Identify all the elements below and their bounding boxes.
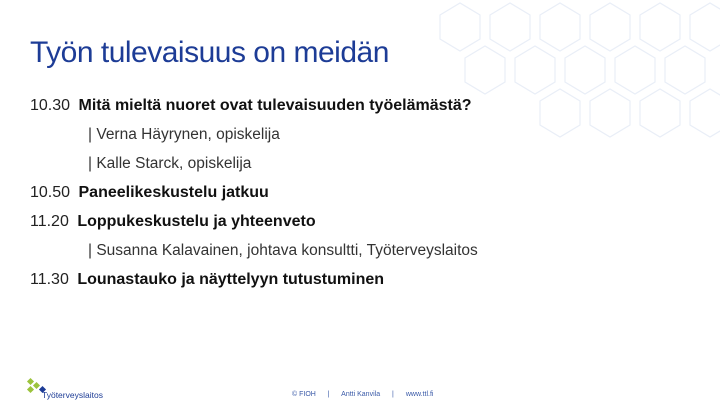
footer-copyright: © FIOH	[292, 391, 316, 398]
agenda-time: 10.50	[30, 184, 71, 201]
footer-separator: |	[392, 391, 394, 398]
agenda-time: 11.30	[30, 271, 69, 288]
agenda-topic: Mitä mieltä nuoret ovat tulevaisuuden työelämästä?	[78, 97, 472, 114]
footer-author: Antti Kanvila	[341, 391, 381, 398]
agenda-list	[30, 96, 478, 299]
logo-wordmark: Työterveyslaitos	[42, 390, 103, 400]
slide-footer	[0, 365, 720, 405]
agenda-item	[30, 212, 478, 241]
agenda-speaker-text: | Verna Häyrynen, opiskelija	[88, 126, 280, 143]
agenda-item	[30, 270, 478, 299]
agenda-speaker-text: | Susanna Kalavainen, johtava konsultti, Työterveyslaitos	[88, 242, 478, 259]
slide-title: Työn tulevaisuus on meidän	[30, 36, 389, 69]
agenda-topic: Lounastauko ja näyttelyyn tutustuminen	[77, 271, 385, 288]
agenda-item	[30, 96, 478, 125]
agenda-speaker	[30, 241, 478, 270]
footer-separator: |	[327, 391, 330, 398]
agenda-time: 10.30	[30, 97, 71, 114]
agenda-time: 11.20	[30, 213, 69, 230]
footer-url: www.ttl.fi	[405, 391, 434, 398]
agenda-speaker	[30, 125, 478, 154]
agenda-item	[30, 183, 478, 212]
agenda-topic: Paneelikeskustelu jatkuu	[78, 184, 269, 201]
agenda-speaker	[30, 154, 478, 183]
agenda-topic: Loppukeskustelu ja yhteenveto	[77, 213, 316, 230]
footer-meta	[292, 391, 443, 398]
agenda-speaker-text: | Kalle Starck, opiskelija	[88, 155, 252, 172]
